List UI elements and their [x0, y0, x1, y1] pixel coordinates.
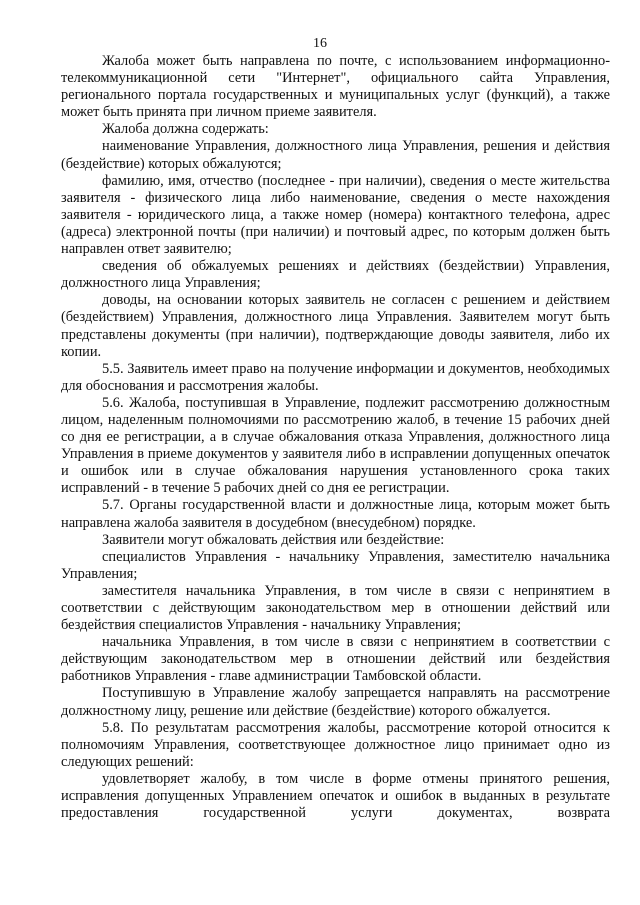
paragraph-item-name: наименование Управления, должностного лица Управления, решения и действия (бездействие) которых обжалуются;	[61, 138, 610, 172]
paragraph-appeal-head: начальника Управления, в том числе в связи с непринятием в соответствии с действующим законодательством мер в отношении действий или бездействия работников Управления - главе администрации Тамбовской области.	[61, 634, 610, 685]
paragraph-5-5: 5.5. Заявитель имеет право на получение информации и документов, необходимых для обоснования и рассмотрения жалобы.	[61, 360, 610, 394]
paragraph-appeal-specialists: специалистов Управления - начальнику Управления, заместителю начальника Управления;	[61, 548, 610, 582]
paragraph-appeal-intro: Заявители могут обжаловать действия или бездействие:	[102, 531, 445, 548]
paragraph-item-arguments: доводы, на основании которых заявитель не согласен с решением и действием (бездействием) Управления, должностного лица Управления. Заявителем могут быть представлены документы (при наличии), подтверждающие доводы заявителя, либо их копии.	[61, 292, 610, 360]
paragraph-item-decisions: сведения об обжалуемых решениях и действиях (бездействии) Управления, должностного лица Управления;	[61, 258, 610, 292]
document-body	[61, 53, 610, 822]
paragraph-satisfies-complaint: удовлетворяет жалобу, в том числе в форме отмены принятого решения, исправления допущенных Управлением опечаток и ошибок в выданных в результате предоставления государственной услуги документах, возврата	[61, 770, 610, 822]
page-number: 16	[313, 36, 327, 51]
paragraph-5-8: 5.8. По результатам рассмотрения жалобы, рассмотрение которой относится к полномочиям Управления, соответствующее должностное лицо принимает одно из следующих решений:	[61, 719, 610, 770]
paragraph-5-6: 5.6. Жалоба, поступившая в Управление, подлежит рассмотрению должностным лицом, наделенным полномочиями по рассмотрению жалоб, в течение 15 рабочих дней со дня ее регистрации, а в случае обжалования отказа Управления, должностного лица Управления в приеме документов у заявителя либо в исправлении допущенных опечаток и ошибок или в случае обжалования нарушения установленного срока таких исправлений - в течение 5 рабочих дней со дня ее регистрации.	[61, 394, 610, 497]
paragraph-forwarding-prohibited: Поступившую в Управление жалобу запрещается направлять на рассмотрение должностному лицу, решение или действие (бездействие) которого обжалуется.	[61, 685, 610, 719]
paragraph-complaint-channels: Жалоба может быть направлена по почте, с использованием информационно-телекоммуникационной сети "Интернет", официального сайта Управления, регионального портала государственных и муниципальных услуг (функций), а также может быть принята при личном приеме заявителя.	[61, 53, 610, 121]
paragraph-appeal-deputy: заместителя начальника Управления, в том числе в связи с непринятием в соответствии с действующим законодательством мер в отношении действий или бездействия специалистов Управления - начальнику Управления;	[61, 582, 610, 634]
paragraph-5-7: 5.7. Органы государственной власти и должностные лица, которым может быть направлена жалоба заявителя в досудебном (внесудебном) порядке.	[61, 497, 610, 531]
paragraph-complaint-contents-intro: Жалоба должна содержать:	[102, 121, 269, 138]
paragraph-item-applicant-info: фамилию, имя, отчество (последнее - при наличии), сведения о месте жительства заявителя - физического лица либо наименование, сведения о месте нахождения заявителя - юридического лица, а также номер (номера) контактного телефона, адрес (адреса) электронной почты (при наличии) и почтовый адрес, по которым должен быть направлен ответ заявителю;	[61, 172, 610, 258]
